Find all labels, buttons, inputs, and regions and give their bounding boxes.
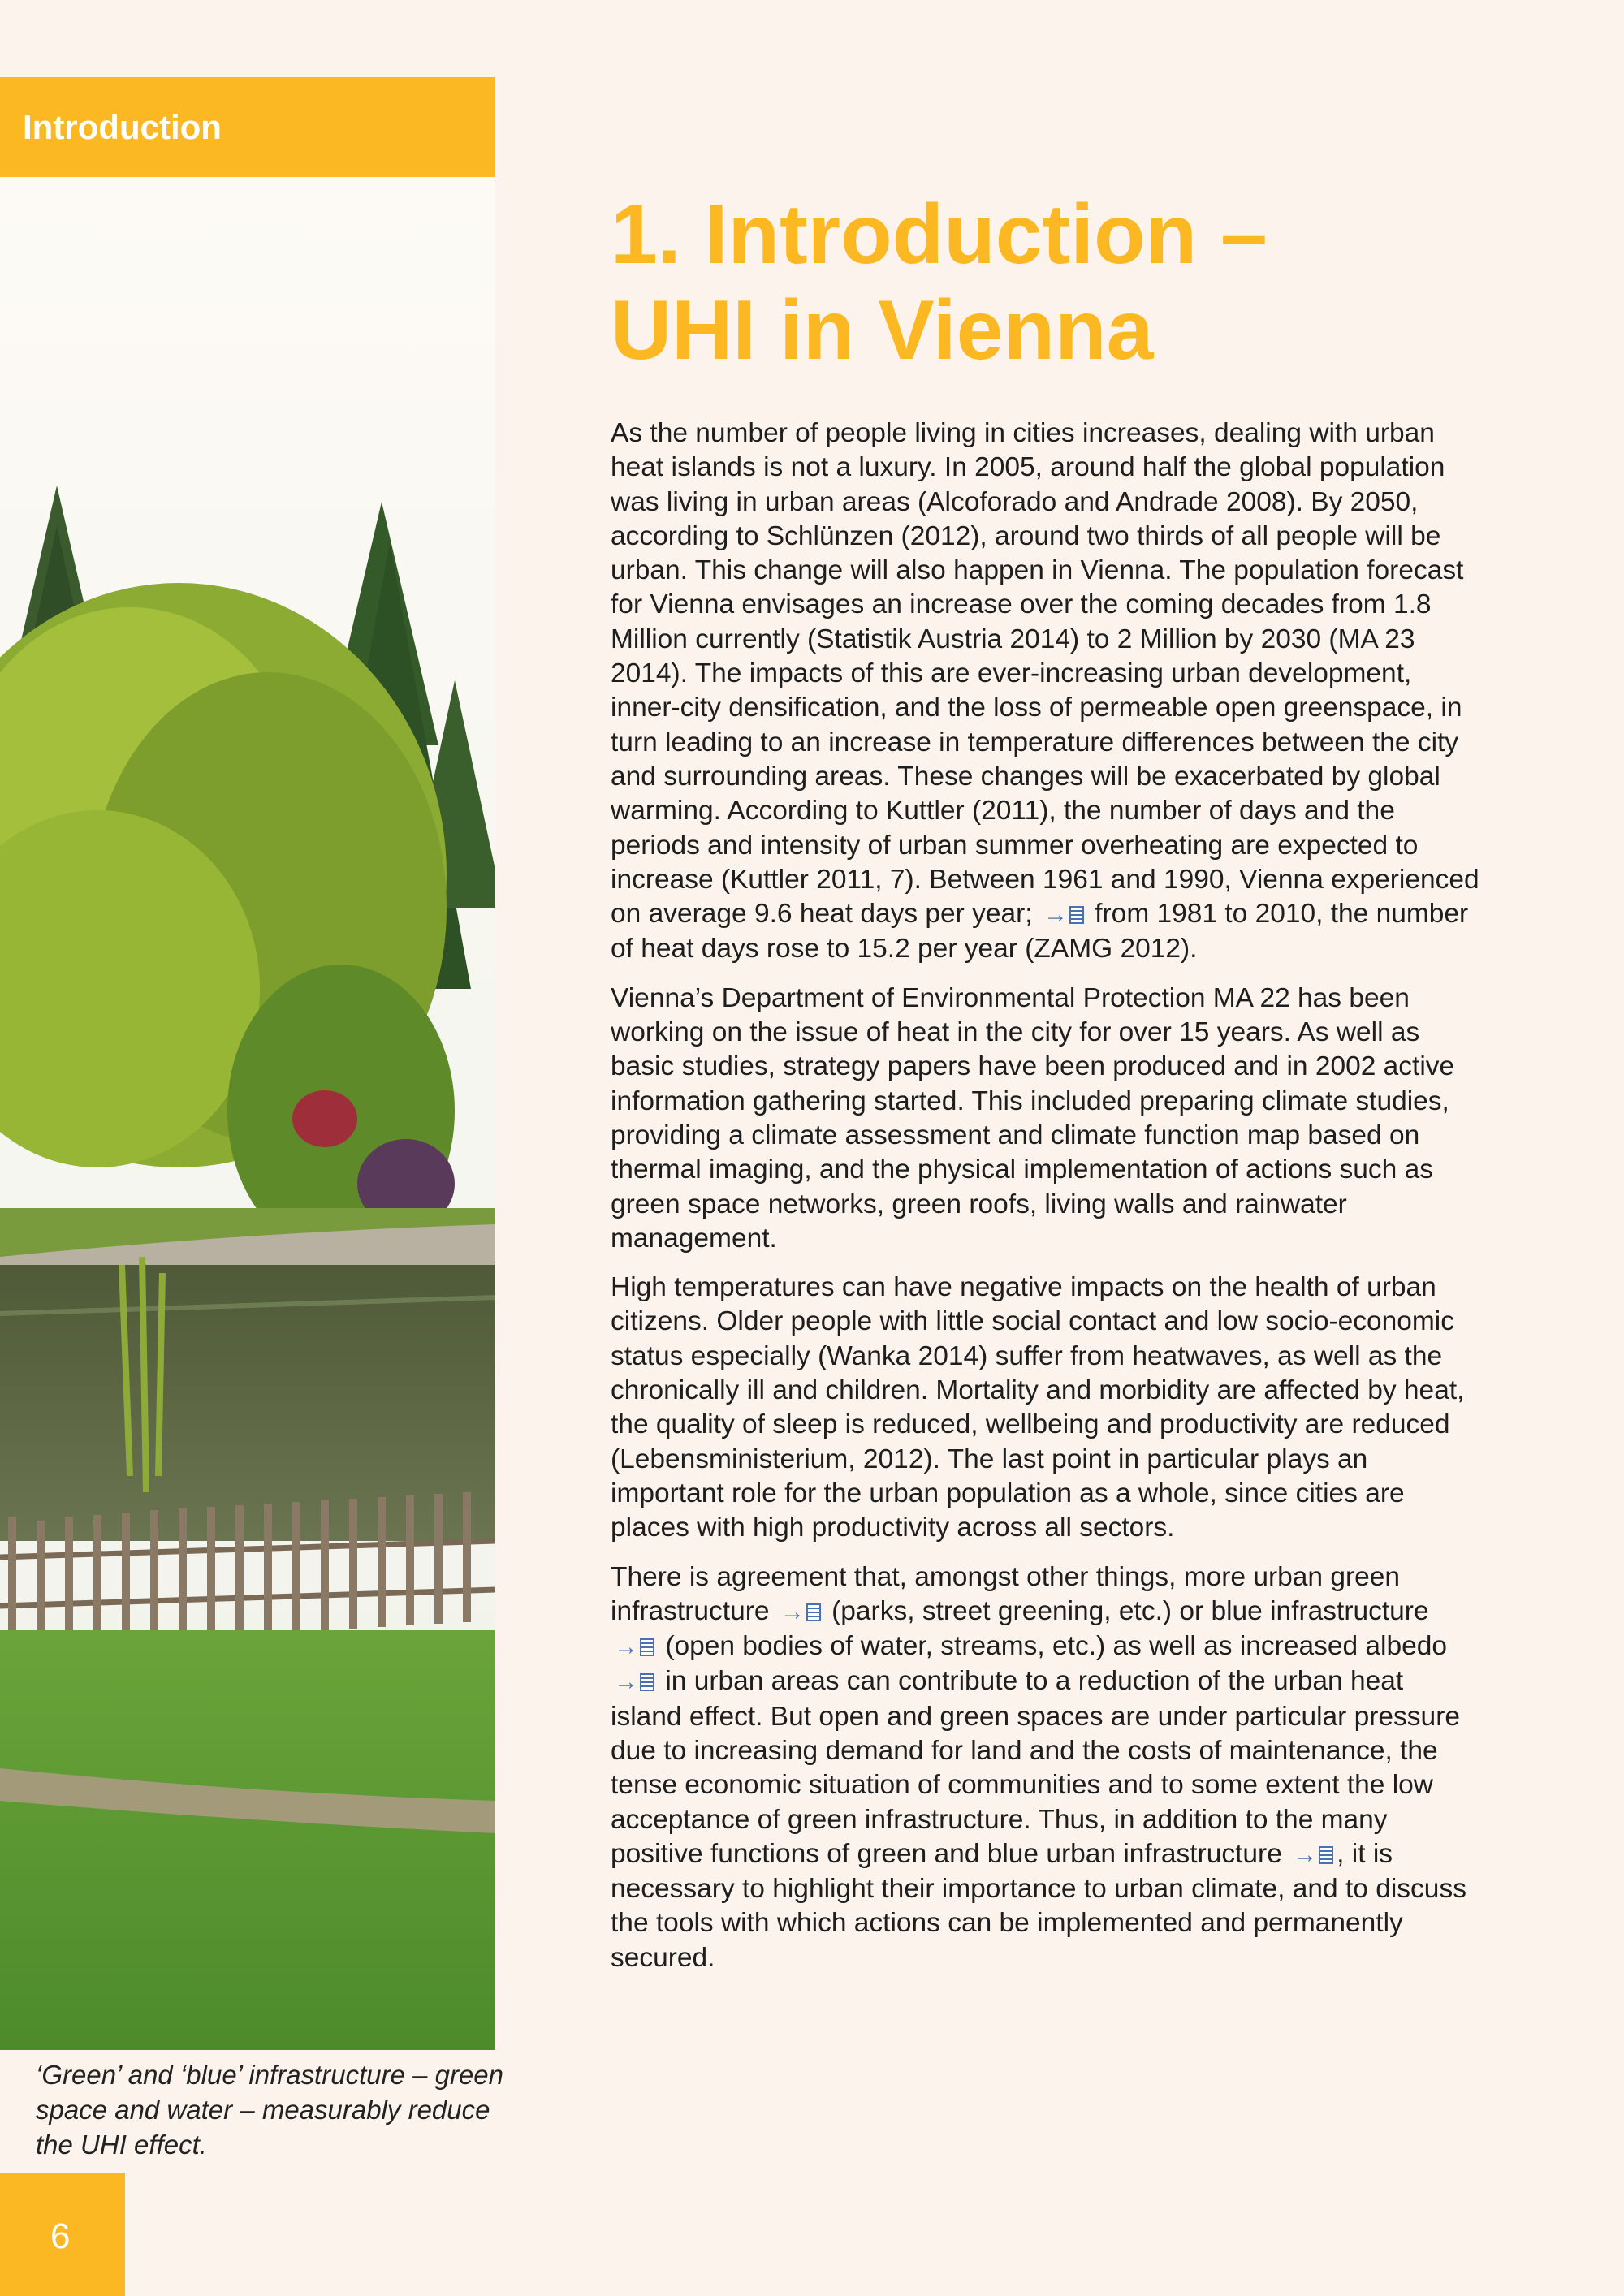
arrow-symbol: → xyxy=(1293,1841,1318,1868)
paragraph-4-text-e: , it is necessary to highlight their importance to urban climate, and to discuss the tools with which actions can be implemented and permanently secured. xyxy=(611,1838,1466,1973)
page-number: 6 xyxy=(0,2173,125,2296)
document-icon xyxy=(640,1673,654,1691)
glossary-arrow-icon[interactable] xyxy=(614,1630,654,1664)
paragraph-3: High temperatures can have negative impacts on the health of urban citizens. Older people with little social contact and low socio-economic status especially (Wanka 2014) suffer from heatwaves, as well as the chronically ill and children. Mortality and morbidity are affected by heat, the quality of sleep is reduced, wellbeing and productivity are reduced (Lebensministerium, 2012). The last point in particular plays an important role for the urban population as a whole, since cities are places with high productivity across all sectors. xyxy=(611,1272,1465,1543)
page-title xyxy=(611,187,1569,378)
arrow-symbol: → xyxy=(614,1668,638,1696)
arrow-symbol: → xyxy=(1043,901,1068,929)
paragraph-1 xyxy=(611,416,1479,967)
document-icon xyxy=(1319,1846,1333,1864)
arrow-symbol: → xyxy=(614,1634,638,1661)
title-line-1: 1. Introduction – xyxy=(611,188,1268,282)
document-icon xyxy=(640,1638,654,1656)
paragraph-4-text-c: (open bodies of water, streams, etc.) as well as increased albedo xyxy=(665,1631,1448,1662)
glossary-arrow-icon[interactable] xyxy=(614,1665,654,1699)
paragraph-4-text-b: (parks, street greening, etc.) or blue infrastructure xyxy=(831,1595,1429,1626)
paragraph-1-text-a: As the number of people living in cities increases, dealing with urban heat islands is not a luxury. In 2005, around half the global population was living in urban areas (Alcoforado and Andrade 2008). By 2050, according to Schlünzen (2012), around two thirds of all people will be urban. This change will also happen in Vienna. The population forecast for Vienna envisages an increase over the coming decades from 1.8 Million currently (Statistik Austria 2014) to 2 Million by 2030 (MA 23 2014). The impacts of this are ever-increasing urban development, inner-city densification, and the loss of permeable open greenspace, in turn leading to an increase in temperature differences between the city and surrounding areas. These changes will be exacerbated by global warming. According to Kuttler (2011), the number of days and the periods and intensity of urban summer overheating are expected to increase (Kuttler 2011, 7). Between 1961 and 1990, Vienna experienced on average 9.6 heat days per year; xyxy=(611,418,1479,930)
paragraph-4-text-d: in urban areas can contribute to a reduction of the urban heat island effect. But open and green spaces are under particular pressure due to increasing demand for land and the costs of maintenance, the tense economic situation of communities and to some extent the low acceptance of green infrastructure. Thus, in addition to the many positive functions of green and blue urban infrastructure xyxy=(611,1666,1460,1869)
document-icon xyxy=(806,1603,821,1621)
article-body xyxy=(611,416,1479,1990)
paragraph-1-text-b: from 1981 to 2010, the number of heat days rose to 15.2 per year (ZAMG 2012). xyxy=(611,899,1469,965)
glossary-arrow-icon[interactable] xyxy=(1043,898,1084,932)
arrow-symbol: → xyxy=(780,1598,805,1625)
park-photo xyxy=(0,177,495,2050)
section-tab: Introduction xyxy=(0,77,495,177)
paragraph-2: Vienna’s Department of Environmental Protection MA 22 has been working on the issue of heat in the city for over 15 years. As well as basic studies, strategy papers have been produced and in 2002 active information gathering started. This included preparing climate studies, providing a climate assessment and climate function map based on thermal imaging, and the physical implementation of actions such as green space networks, green roofs, living walls and rainwater management. xyxy=(611,982,1455,1254)
photo-caption: ‘Green’ and ‘blue’ infrastructure – green space and water – measurably reduce the UHI effect. xyxy=(36,2060,504,2160)
title-line-2: UHI in Vienna xyxy=(611,283,1154,378)
glossary-arrow-icon[interactable] xyxy=(1293,1838,1333,1872)
document-icon xyxy=(1069,906,1084,924)
glossary-arrow-icon[interactable] xyxy=(780,1595,821,1629)
paragraph-4-text-a: There is agreement that, amongst other things, more urban green infrastructure xyxy=(611,1561,1401,1626)
paragraph-4 xyxy=(611,1560,1479,1976)
